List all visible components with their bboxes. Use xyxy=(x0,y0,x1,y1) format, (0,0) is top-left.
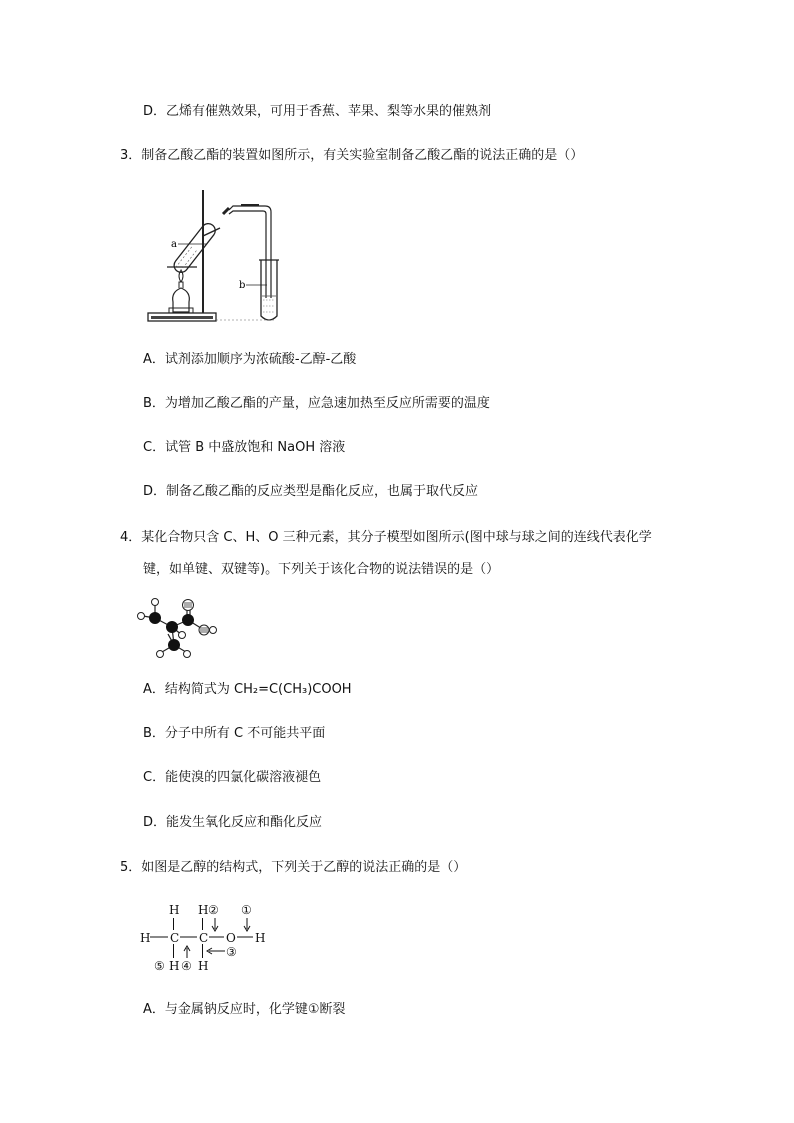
atom-h-bot2: H xyxy=(198,959,209,973)
atom-c1: C xyxy=(170,931,180,945)
atom-h-top2: H xyxy=(198,903,209,917)
q3-option-d: D．制备乙酸乙酯的反应类型是酯化反应，也属于取代反应 xyxy=(143,484,479,499)
atom-o: O xyxy=(226,931,236,945)
q3-option-c: C．试管 B 中盛放饱和 NaOH 溶液 xyxy=(143,440,346,455)
q3-stem: 3．制备乙酸乙酯的装置如图所示，有关实验室制备乙酸乙酯的说法正确的是（） xyxy=(120,148,584,163)
ethanol-structure-figure xyxy=(138,896,278,976)
q3-option-a: A．试剂添加顺序为浓硫酸-乙醇-乙酸 xyxy=(143,352,357,367)
q4-stem-line1: 4．某化合物只含 C、H、O 三种元素，其分子模型如图所示(图中球与球之间的连线代表化学 xyxy=(120,530,652,545)
label-b: b xyxy=(239,280,246,291)
q3-option-b: B．为增加乙酸乙酯的产量，应急速加热至反应所需要的温度 xyxy=(143,396,490,411)
atom-h-left: H xyxy=(140,931,151,945)
q4-option-b: B．分子中所有 C 不可能共平面 xyxy=(143,726,326,741)
esterification-apparatus-figure xyxy=(145,188,295,328)
label-1: ① xyxy=(241,903,252,917)
q2-option-d: D．乙烯有催熟效果，可用于香蕉、苹果、梨等水果的催熟剂 xyxy=(143,104,492,119)
label-3: ③ xyxy=(226,945,237,959)
label-a: a xyxy=(171,239,177,250)
atom-h-top1: H xyxy=(169,903,180,917)
q5-option-a: A．与金属钠反应时，化学键①断裂 xyxy=(143,1002,346,1017)
q4-option-a: A．结构简式为 CH₂=C(CH₃)COOH xyxy=(143,682,352,697)
molecule-model-figure xyxy=(134,594,224,664)
atom-h-bot1: H xyxy=(169,959,180,973)
q5-stem: 5．如图是乙醇的结构式，下列关于乙醇的说法正确的是（） xyxy=(120,860,467,875)
q4-stem-line2: 键，如单键、双键等)。下列关于该化合物的说法错误的是（） xyxy=(143,562,500,577)
label-4: ④ xyxy=(181,959,192,973)
label-5: ⑤ xyxy=(154,959,165,973)
atom-h-right: H xyxy=(255,931,266,945)
q4-option-d: D．能发生氧化反应和酯化反应 xyxy=(143,815,323,830)
label-2: ② xyxy=(208,903,219,917)
atom-c2: C xyxy=(199,931,209,945)
q4-option-c: C．能使溴的四氯化碳溶液褪色 xyxy=(143,770,322,785)
